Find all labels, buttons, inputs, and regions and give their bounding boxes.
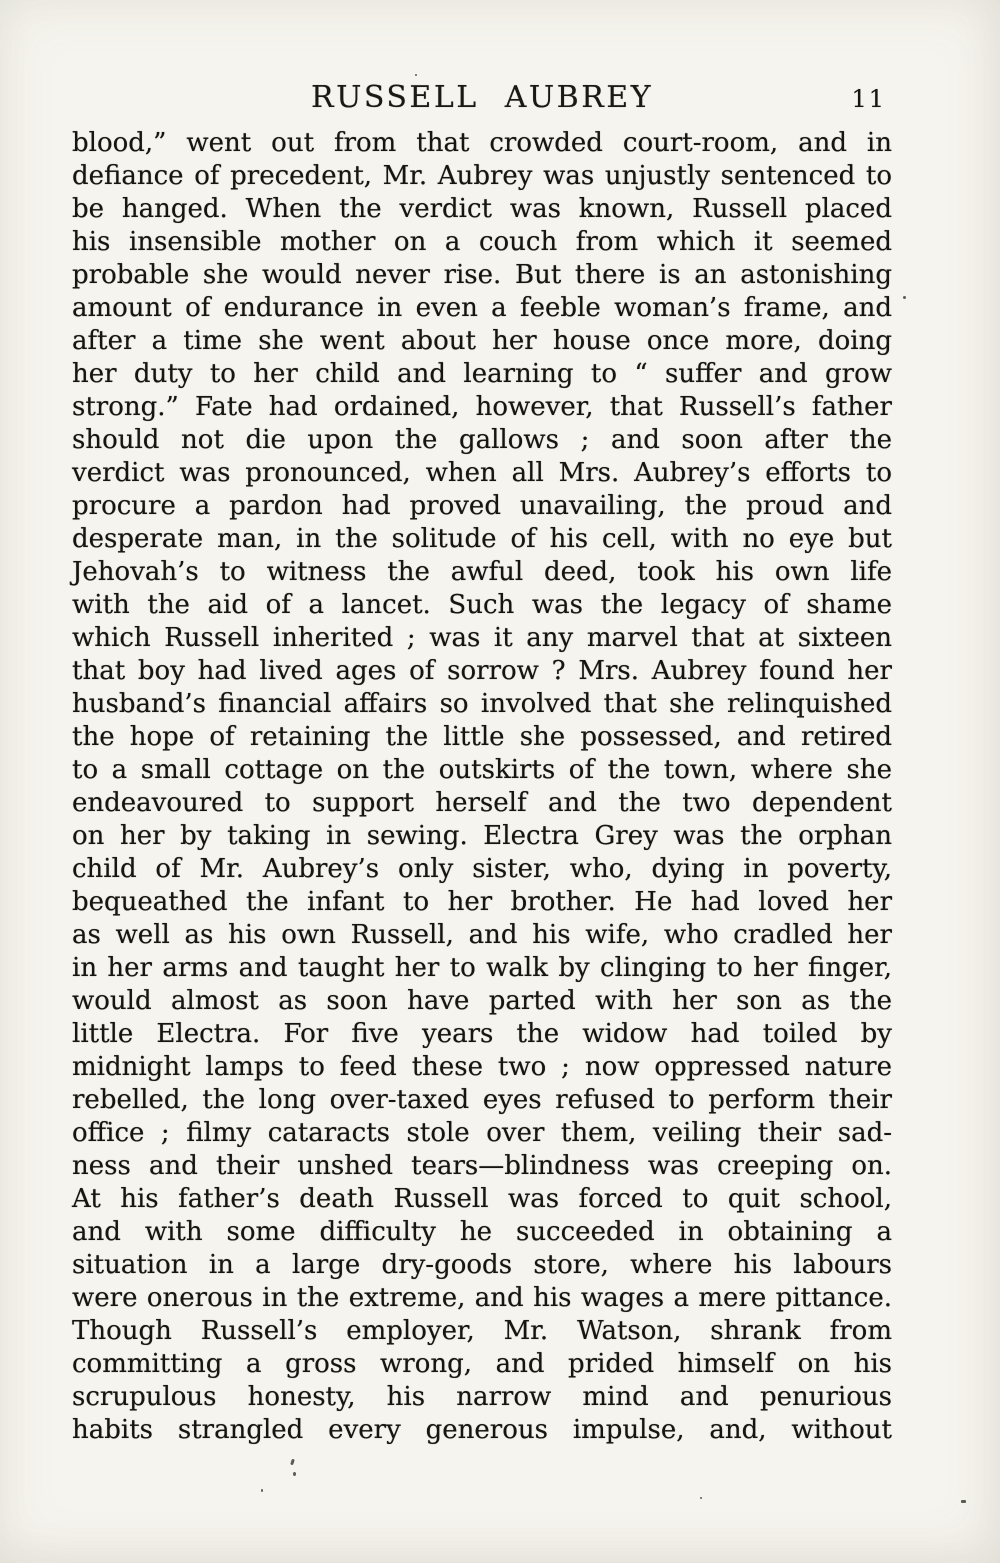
text-line: that boy had lived ages of sorrow ? Mrs. Aubrey found her <box>72 656 892 686</box>
text-line: verdict was pronounced, when all Mrs. Aubrey’s efforts to <box>72 458 892 488</box>
text-line: the hope of retaining the little she possessed, and retired <box>72 722 892 752</box>
text-line: with the aid of a lancet. Such was the legacy of shame <box>72 590 892 620</box>
text-line: At his father’s death Russell was forced to quit school, <box>72 1184 892 1214</box>
scan-speck <box>290 1459 295 1466</box>
text-line: scrupulous honesty, his narrow mind and penurious <box>72 1382 892 1412</box>
page-header <box>72 80 892 120</box>
text-line: committing a gross wrong, and prided himself on his <box>72 1349 892 1379</box>
scan-speck <box>293 1472 296 1476</box>
page-text <box>72 127 892 1447</box>
text-line: child of Mr. Aubrey’s only sister, who, dying in poverty, <box>72 854 892 884</box>
text-line: procure a pardon had proved unavailing, the proud and <box>72 491 892 521</box>
text-line: and with some difficulty he succeeded in obtaining a <box>72 1217 892 1247</box>
scan-speck <box>961 1500 966 1503</box>
text-line: strong.” Fate had ordained, however, that Russell’s father <box>72 392 892 422</box>
scan-speck <box>261 1489 263 1492</box>
text-line: situation in a large dry-goods store, where his labours <box>72 1250 892 1280</box>
text-line: rebelled, the long over-taxed eyes refused to perform their <box>72 1085 892 1115</box>
scan-speck <box>903 296 906 299</box>
text-line: as well as his own Russell, and his wife, who cradled her <box>72 920 892 950</box>
text-line: husband’s financial affairs so involved that she relinquished <box>72 689 892 719</box>
text-line: office ; filmy cataracts stole over them, veiling their sad- <box>72 1118 892 1148</box>
text-line: to a small cottage on the outskirts of the town, where she <box>72 755 892 785</box>
text-line: desperate man, in the solitude of his cell, with no eye but <box>72 524 892 554</box>
running-title: RUSSELL AUBREY <box>310 80 653 115</box>
text-line: little Electra. For five years the widow had toiled by <box>72 1019 892 1049</box>
text-line: after a time she went about her house once more, doing <box>72 326 892 356</box>
text-line: would almost as soon have parted with her son as the <box>72 986 892 1016</box>
text-line: defiance of precedent, Mr. Aubrey was unjustly sentenced to <box>72 161 892 191</box>
text-line: were onerous in the extreme, and his wages a mere pittance. <box>72 1283 892 1313</box>
text-line: ness and their unshed tears—blindness was creeping on. <box>72 1151 892 1181</box>
text-line: bequeathed the infant to her brother. He had loved her <box>72 887 892 917</box>
text-line: Jehovah’s to witness the awful deed, took his own life <box>72 557 892 587</box>
text-line: her duty to her child and learning to “ suffer and grow <box>72 359 892 389</box>
text-line: in her arms and taught her to walk by clinging to her finger, <box>72 953 892 983</box>
scan-speck <box>415 74 417 76</box>
text-line: his insensible mother on a couch from which it seemed <box>72 227 892 257</box>
text-line: Though Russell’s employer, Mr. Watson, shrank from <box>72 1316 892 1346</box>
text-line: should not die upon the gallows ; and soon after the <box>72 425 892 455</box>
text-line: amount of endurance in even a feeble woman’s frame, and <box>72 293 892 323</box>
text-line: probable she would never rise. But there is an astonishing <box>72 260 892 290</box>
text-line: midnight lamps to feed these two ; now oppressed nature <box>72 1052 892 1082</box>
text-line: which Russell inherited ; was it any marvel that at sixteen <box>72 623 892 653</box>
text-line: on her by taking in sewing. Electra Grey was the orphan <box>72 821 892 851</box>
text-line: habits strangled every generous impulse, and, without <box>72 1415 892 1445</box>
text-line: be hanged. When the verdict was known, Russell placed <box>72 194 892 224</box>
scan-speck <box>700 1497 702 1499</box>
text-line: endeavoured to support herself and the two dependent <box>72 788 892 818</box>
page-number: 11 <box>851 85 886 113</box>
text-line: blood,” went out from that crowded court-room, and in <box>72 128 892 158</box>
